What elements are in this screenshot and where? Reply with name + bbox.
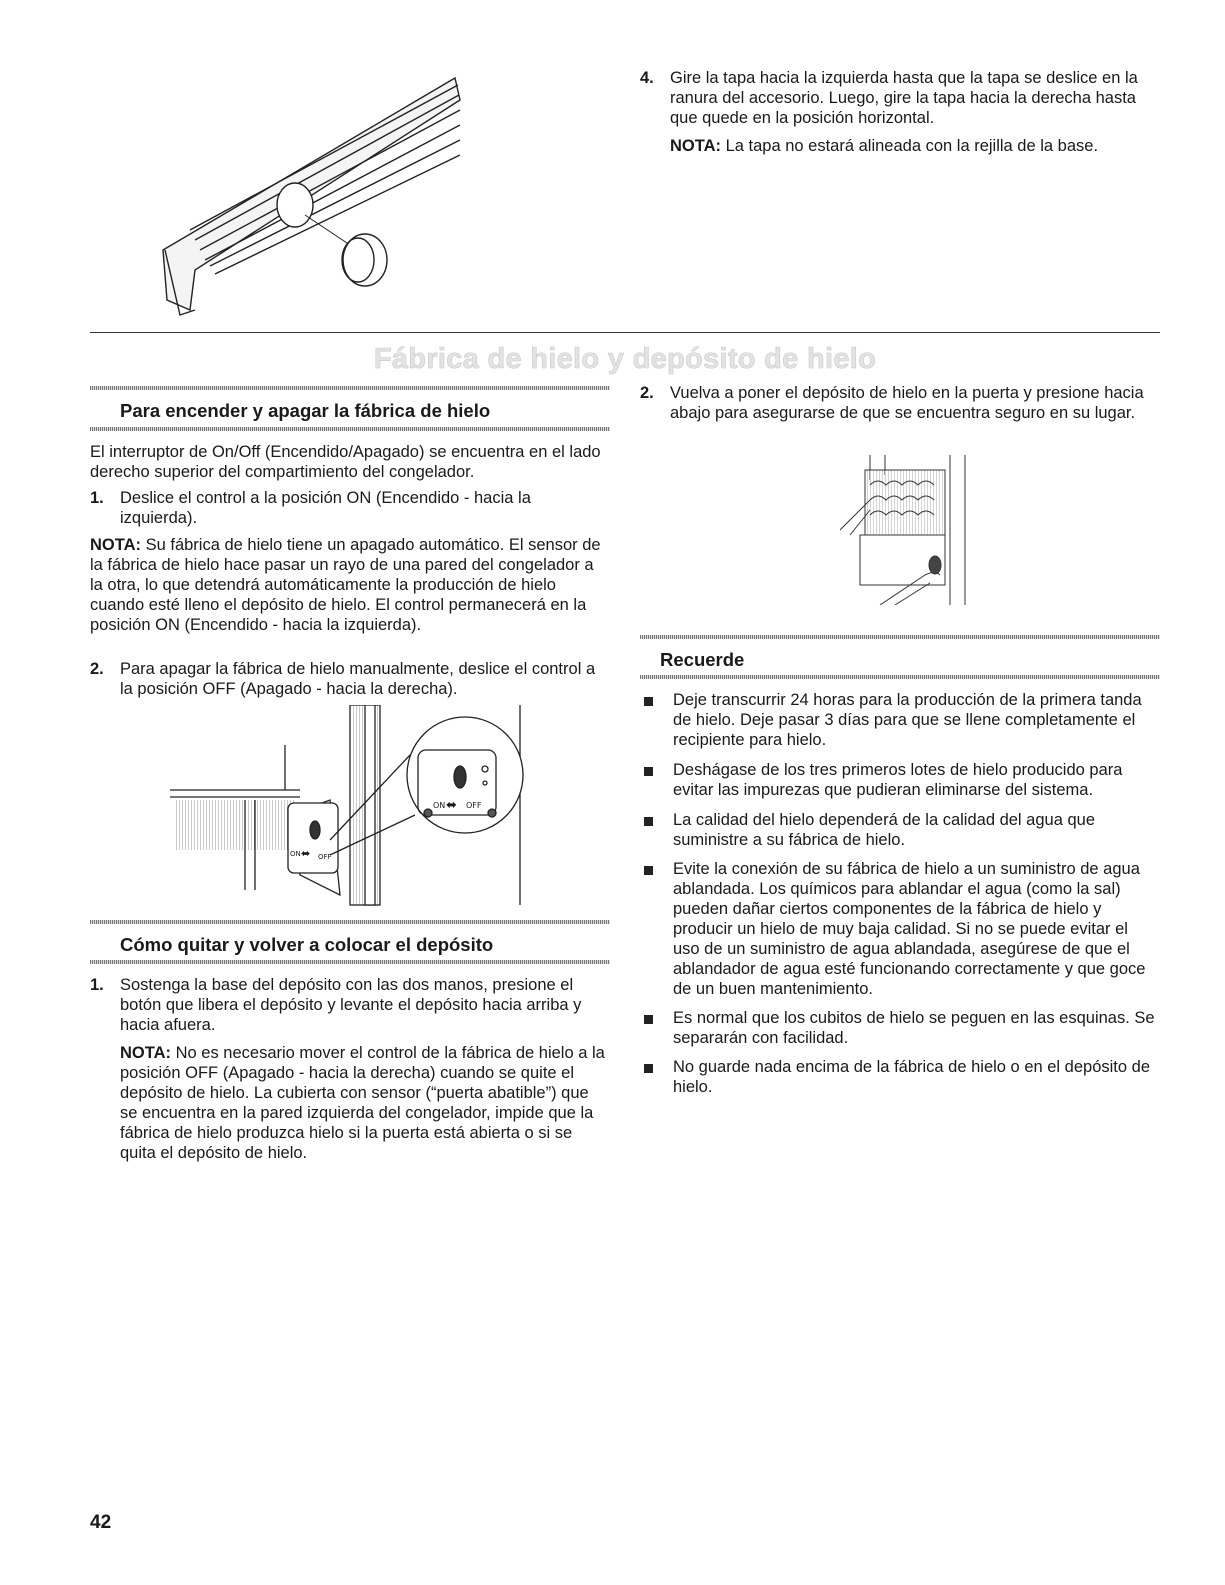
switch-arrow-large: ⬌: [446, 797, 457, 812]
subheading-remove-bin: Cómo quitar y volver a colocar el depósito: [120, 934, 494, 955]
step-1: [90, 488, 610, 528]
on-off-switch-illustration: [170, 705, 530, 910]
remember-item: La calidad del hielo dependerá de la calidad del agua que suministre a su fábrica de hielo.: [673, 811, 1096, 849]
step-4-number: 4.: [640, 69, 654, 87]
step-2-number: 2.: [90, 660, 104, 678]
remove-step-1: [90, 975, 610, 1163]
remove-step-1-text: Sostenga la base del depósito con las dos manos, presione el botón que libera el depósito y levante el depósito hacia arriba y hacia afuera.: [120, 976, 582, 1034]
note-auto-off: [90, 535, 610, 635]
switch-off-label-large: OFF: [466, 801, 482, 810]
bullet-marker: [644, 767, 653, 776]
bullet-marker: [644, 866, 653, 875]
remove-note: [120, 1043, 610, 1163]
replace-step-2-number: 2.: [640, 384, 654, 402]
grille-cap-illustration: [155, 70, 475, 320]
note-label: NOTA:: [670, 137, 722, 155]
remove-step-1-number: 1.: [90, 976, 104, 994]
step-2: [90, 659, 610, 699]
note-text: Su fábrica de hielo tiene un apagado automático. El sensor de la fábrica de hielo hace pasar un rayo de una pared del congelador a la otra, lo que detendrá automáticamente la producción de hielo cuando esté lleno el depósito de hielo. El control permanecerá en la posición ON (Encendido - hacia la izquierda).: [90, 536, 601, 634]
note-label: NOTA:: [90, 536, 142, 554]
step-1-text: Deslice el control a la posición ON (Encendido - hacia la izquierda).: [120, 489, 531, 527]
step-1-number: 1.: [90, 489, 104, 507]
switch-arrow-small: ⬌: [301, 848, 311, 860]
switch-on-label-small: ON: [290, 850, 301, 858]
remember-item: Evite la conexión de su fábrica de hielo a un suministro de agua ablandada. Los químicos para ablandar el agua (como la sal) pueden dañar ciertos componentes de la fábrica de hielo y producir un hielo de muy baja calidad. Si no se puede evitar el uso de un suministro de agua ablandada, asegúrese de que el ablandador de agua esté funcionando correctamente y que goce de un buen mantenimiento.: [673, 860, 1146, 998]
remember-item: No guarde nada encima de la fábrica de hielo o en el depósito de hielo.: [673, 1058, 1151, 1096]
replace-step-2: [640, 383, 1160, 423]
bullet-marker: [644, 817, 653, 826]
replace-step-2-text: Vuelva a poner el depósito de hielo en la puerta y presione hacia abajo para asegurarse de que se encuentra seguro en su lugar.: [670, 384, 1144, 422]
bullet-marker: [644, 1064, 653, 1073]
subheading-rule-top: [640, 635, 1160, 639]
step-2-text: Para apagar la fábrica de hielo manualmente, deslice el control a la posición OFF (Apagado - hacia la derecha).: [120, 660, 596, 698]
page-number: 42: [90, 1512, 112, 1533]
step-4-note: [670, 136, 1160, 156]
subheading-on-off: Para encender y apagar la fábrica de hielo: [120, 400, 491, 421]
subheading-remember: Recuerde: [660, 649, 745, 670]
bullet-marker: [644, 697, 653, 706]
subheading-rule-top: [90, 920, 610, 924]
note-text: La tapa no estará alineada con la rejilla de la base.: [721, 137, 1099, 155]
subheading-rule-top: [90, 386, 610, 390]
ice-bin-illustration: [840, 455, 980, 605]
switch-off-label-small: OFF: [318, 853, 332, 861]
subheading-rule-bottom: [90, 427, 610, 431]
remember-item: Es normal que los cubitos de hielo se peguen en las esquinas. Se separarán con facilidad.: [673, 1009, 1155, 1047]
remember-item: Deshágase de los tres primeros lotes de hielo producido para evitar las impurezas que pudieran eliminarse del sistema.: [673, 761, 1123, 799]
switch-on-label-large: ON: [433, 801, 446, 810]
note-label: NOTA:: [120, 1044, 172, 1062]
on-off-intro: El interruptor de On/Off (Encendido/Apagado) se encuentra en el lado derecho superior del compartimiento del congelador.: [90, 443, 601, 481]
section-divider: [90, 332, 1160, 333]
note-text: No es necesario mover el control de la fábrica de hielo a la posición OFF (Apagado - hacia la derecha) cuando se quite el depósito de hielo. La cubierta con sensor (“puerta abatible”) que se encuentra en la pared izquierda del congelador, impide que la fábrica de hielo produzca hielo si la puerta está abierta o si se quita el depósito de hielo.: [120, 1044, 605, 1162]
subheading-rule-bottom: [90, 960, 610, 964]
remember-item: Deje transcurrir 24 horas para la producción de la primera tanda de hielo. Deje pasar 3 días para que se llene completamente el recipiente para hielo.: [673, 691, 1142, 749]
step-4: [640, 68, 1160, 156]
step-4-text: Gire la tapa hacia la izquierda hasta que la tapa se deslice en la ranura del accesorio. Luego, gire la tapa hacia la derecha hasta que quede en la posición horizontal.: [670, 69, 1138, 127]
subheading-rule-bottom: [640, 675, 1160, 679]
section-title: Fábrica de hielo y depósito de hielo: [373, 343, 877, 375]
bullet-marker: [644, 1015, 653, 1024]
